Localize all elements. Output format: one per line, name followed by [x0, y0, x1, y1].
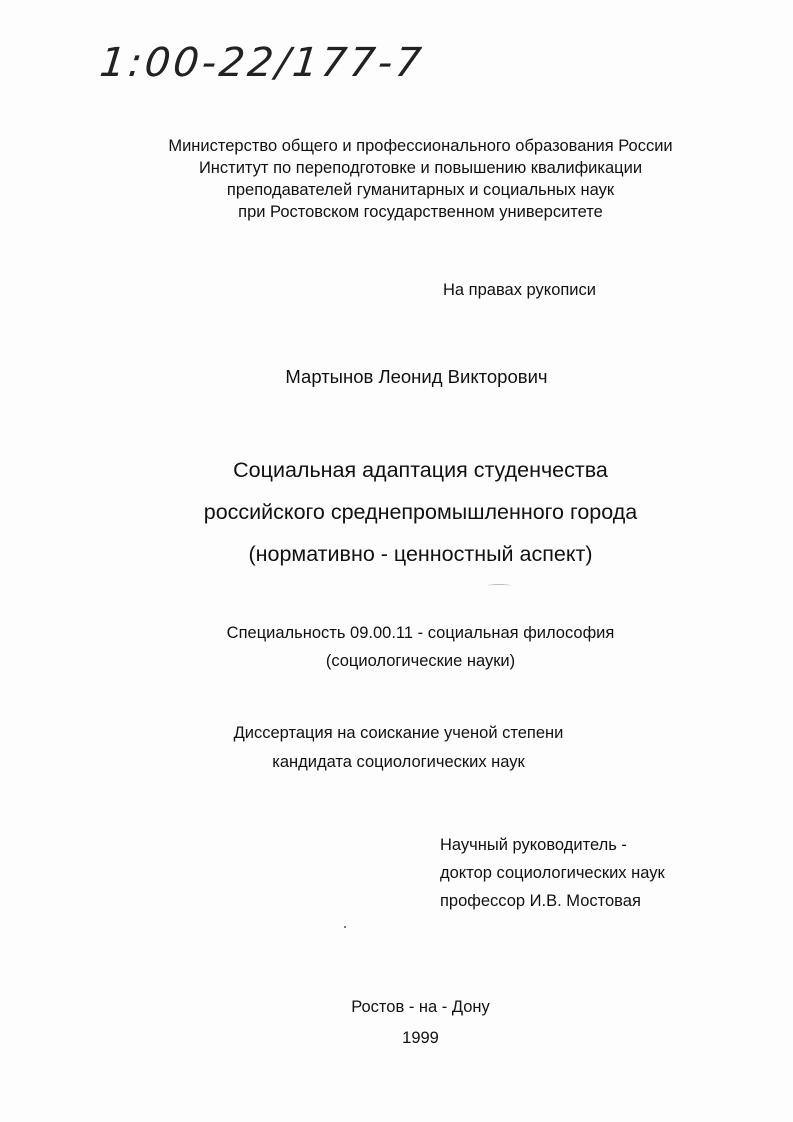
header-line: при Ростовском государственном университете — [238, 203, 603, 221]
place-year-block — [24, 992, 793, 1054]
degree-line: Диссертация на соискание ученой степени — [233, 724, 564, 742]
specialty-line: (социологические науки) — [325, 652, 516, 670]
advisor-block — [440, 831, 665, 915]
rights-note: На правах рукописи — [443, 281, 596, 299]
degree-line: кандидата социологических наук — [272, 753, 525, 771]
city: Ростов - на - Дону — [351, 998, 490, 1016]
advisor-line: профессор И.В. Мостовая — [440, 892, 641, 910]
advisor-line: доктор социологических наук — [440, 864, 665, 882]
header-line: Министерство общего и профессионального образования России — [168, 137, 673, 155]
specialty-block — [24, 619, 793, 675]
scan-speck — [488, 584, 510, 587]
header-line: Институт по переподготовке и повышению квалификации — [198, 159, 643, 177]
title-line: (нормативно - ценностный аспект) — [248, 542, 593, 566]
title-line: российского среднепромышленного города — [203, 500, 638, 524]
dissertation-title — [24, 449, 793, 575]
scan-dot — [344, 926, 346, 928]
year: 1999 — [402, 1029, 439, 1047]
advisor-line: Научный руководитель - — [440, 836, 627, 854]
institution-header — [24, 135, 793, 223]
title-line: Социальная адаптация студенчества — [233, 458, 608, 482]
header-line: преподавателей гуманитарных и социальных наук — [226, 181, 615, 199]
handwritten-shelfmark: 1:00-22/177-7 — [97, 40, 427, 86]
author-name: Мартынов Леонид Викторович — [285, 366, 548, 387]
specialty-line: Специальность 09.00.11 - социальная философия — [226, 624, 615, 642]
degree-block — [2, 719, 793, 777]
